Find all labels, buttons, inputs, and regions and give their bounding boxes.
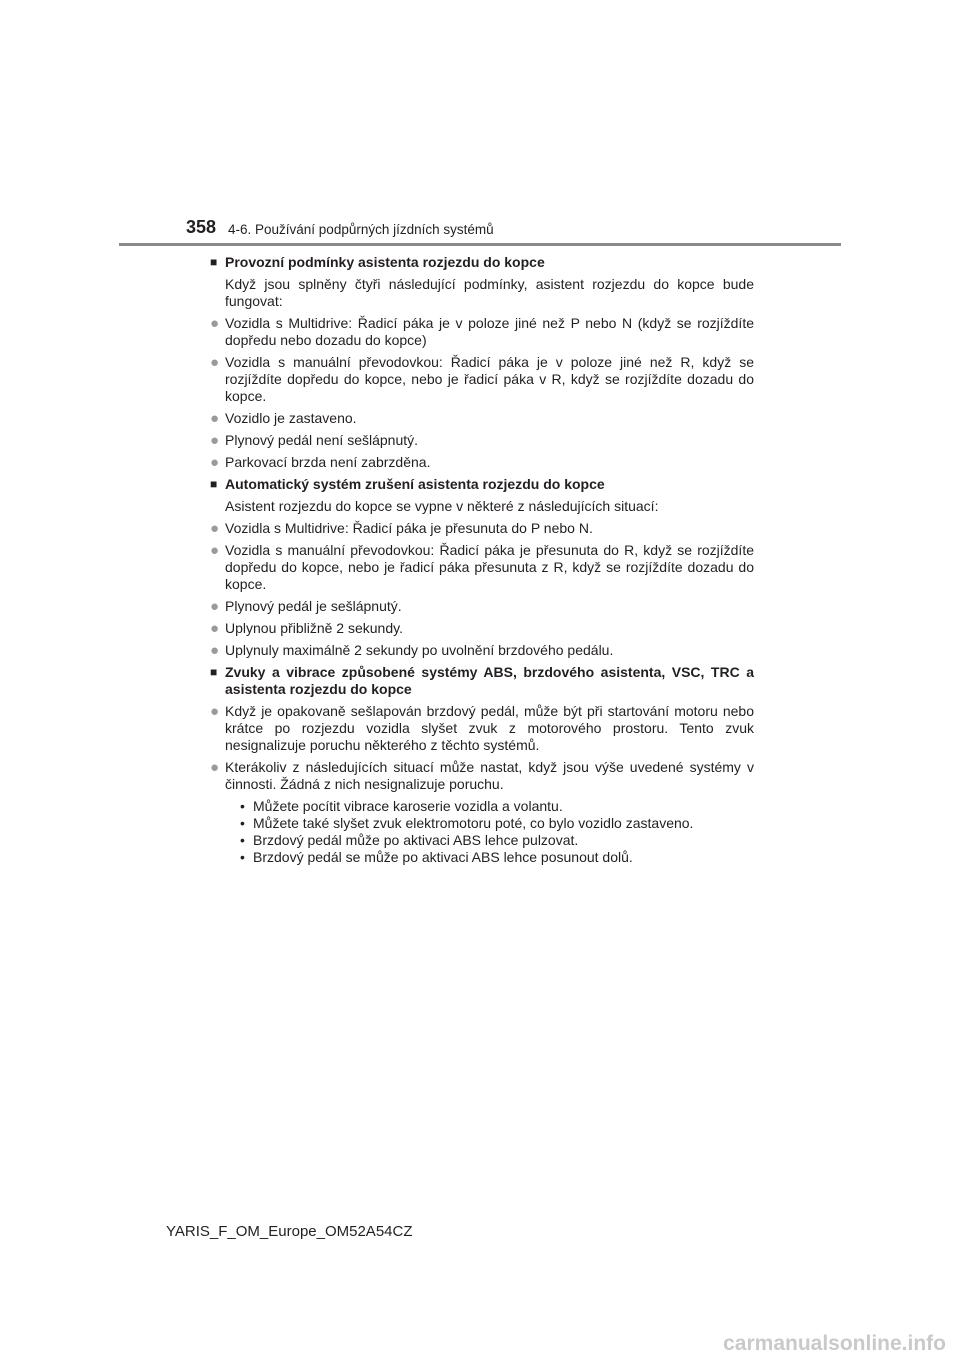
square-bullet-icon: ■ xyxy=(210,477,218,491)
sub-list-item xyxy=(240,798,754,815)
list-item-text: Parkovací brzda není zabrzděna. xyxy=(225,454,431,470)
section-sounds-vibrations xyxy=(210,664,754,866)
dot-bullet-icon: • xyxy=(240,832,245,848)
section-intro: Když jsou splněny čtyři následující podmínky, asistent rozjezdu do kopce bude fungovat: xyxy=(225,276,754,309)
sub-list-item xyxy=(240,832,754,849)
list-item-text: Uplynuly maximálně 2 sekundy po uvolnění brzdového pedálu. xyxy=(225,642,614,658)
list-item-text: Když je opakovaně sešlapován brzdový pedál, může být při startování motoru nebo krátce po rozjezdu vozidla slyšet zvuk z motorového prostoru. Tento zvuk nesignalizuje poruchu některého z těchto systémů. xyxy=(225,703,754,753)
list-item-text: Vozidla s manuální převodovkou: Řadicí páka je v poloze jiné než R, když se rozjíždíte dopředu do kopce, nebo je řadicí páka v R, když se rozjíždíte dozadu do kopce. xyxy=(225,354,754,404)
list-item xyxy=(210,542,754,593)
watermark: carmanualsonline.info xyxy=(723,1332,946,1355)
round-bullet-icon: ● xyxy=(210,703,220,720)
list-item-text: Plynový pedál je sešlápnutý. xyxy=(225,598,402,614)
list-item-text: Vozidlo je zastaveno. xyxy=(225,410,357,426)
round-bullet-icon: ● xyxy=(210,598,220,615)
round-bullet-icon: ● xyxy=(210,642,220,659)
round-bullet-icon: ● xyxy=(210,354,220,371)
list-item xyxy=(210,454,754,471)
list-item xyxy=(210,620,754,637)
section-title: Provozní podmínky asistenta rozjezdu do kopce xyxy=(225,254,545,270)
sub-list-item-text: Brzdový pedál může po aktivaci ABS lehce pulzovat. xyxy=(253,832,579,848)
list-item xyxy=(210,759,754,793)
square-bullet-icon: ■ xyxy=(210,255,218,269)
header-divider xyxy=(119,243,841,246)
list-item xyxy=(210,598,754,615)
sub-list-item xyxy=(240,849,754,866)
list-item-text: Vozidla s Multidrive: Řadicí páka je v poloze jiné než P nebo N (když se rozjíždíte dopředu nebo dozadu do kopce) xyxy=(225,315,754,348)
list-item xyxy=(210,703,754,754)
page-number: 358 xyxy=(186,217,217,237)
sub-list-item xyxy=(240,815,754,832)
list-item xyxy=(210,520,754,537)
section-automatic-cancel xyxy=(210,476,754,659)
section-title: Automatický systém zrušení asistenta rozjezdu do kopce xyxy=(225,476,605,492)
dot-bullet-icon: • xyxy=(240,849,245,865)
document-code-footer: YARIS_F_OM_Europe_OM52A54CZ xyxy=(166,1223,413,1240)
round-bullet-icon: ● xyxy=(210,315,220,332)
list-item xyxy=(210,315,754,349)
section-intro: Asistent rozjezdu do kopce se vypne v některé z následujících situací: xyxy=(225,498,659,514)
section-heading xyxy=(210,476,754,493)
sub-list-item-text: Můžete také slyšet zvuk elektromotoru poté, co bylo vozidlo zastaveno. xyxy=(253,815,694,831)
list-item-text: Vozidla s Multidrive: Řadicí páka je přesunuta do P nebo N. xyxy=(225,520,593,536)
manual-content xyxy=(210,254,754,866)
round-bullet-icon: ● xyxy=(210,520,220,537)
section-operating-conditions xyxy=(210,254,754,471)
list-item xyxy=(210,410,754,427)
dot-bullet-icon: • xyxy=(240,798,245,814)
round-bullet-icon: ● xyxy=(210,759,220,776)
list-item-text: Kterákoliv z následujících situací může nastat, když jsou výše uvedené systémy v činnosti. Žádná z nich nesignalizuje poruchu. xyxy=(225,759,754,792)
round-bullet-icon: ● xyxy=(210,620,220,637)
square-bullet-icon: ■ xyxy=(210,665,218,679)
list-item xyxy=(210,642,754,659)
list-item-text: Vozidla s manuální převodovkou: Řadicí páka je přesunuta do R, když se rozjíždíte dopředu do kopce, nebo je řadicí páka přesunuta z R, když se rozjíždíte dozadu do kopce. xyxy=(225,542,754,592)
round-bullet-icon: ● xyxy=(210,454,220,471)
sub-list xyxy=(240,798,754,866)
chapter-title: 4-6. Používání podpůrných jízdních systémů xyxy=(228,222,494,237)
list-item-text: Uplynou přibližně 2 sekundy. xyxy=(225,620,403,636)
sub-list-item-text: Brzdový pedál se může po aktivaci ABS lehce posunout dolů. xyxy=(253,849,633,865)
section-heading xyxy=(210,254,754,271)
round-bullet-icon: ● xyxy=(210,410,220,427)
list-item-text: Plynový pedál není sešlápnutý. xyxy=(225,432,419,448)
list-item xyxy=(210,432,754,449)
dot-bullet-icon: • xyxy=(240,815,245,831)
round-bullet-icon: ● xyxy=(210,542,220,559)
round-bullet-icon: ● xyxy=(210,432,220,449)
list-item xyxy=(210,354,754,405)
sub-list-item-text: Můžete pocítit vibrace karoserie vozidla a volantu. xyxy=(253,798,563,814)
section-title: Zvuky a vibrace způsobené systémy ABS, brzdového asistenta, VSC, TRC a asistenta rozjezdu do kopce xyxy=(225,664,754,697)
section-heading xyxy=(210,664,754,698)
